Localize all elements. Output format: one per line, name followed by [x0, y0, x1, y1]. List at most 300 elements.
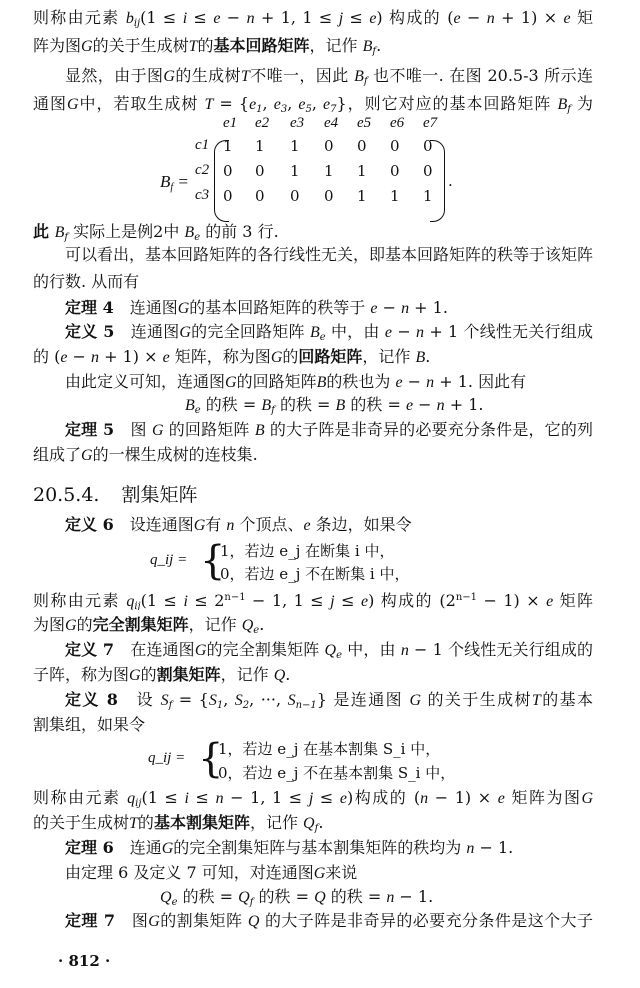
math-symbol: B — [335, 397, 346, 414]
text-run: 设连通图 — [113, 515, 194, 534]
text-line — [33, 270, 139, 294]
math-symbol: j — [330, 593, 335, 610]
section-title: 割集矩阵 — [121, 484, 198, 506]
math-symbol: G — [148, 913, 160, 930]
left-brace: { — [200, 538, 226, 584]
math-symbol: 1 — [216, 700, 224, 711]
text-run: − — [392, 322, 417, 341]
math-symbol: f — [64, 232, 69, 243]
math-symbol: Q — [314, 889, 326, 906]
text-run: ，记作 — [188, 615, 242, 634]
section-number: 20.5.4. — [33, 484, 100, 506]
math-symbol: e — [194, 232, 201, 243]
text-run: (1 ≤ — [140, 591, 184, 610]
text-run: − — [220, 8, 247, 27]
math-symbol: Q — [238, 889, 250, 906]
column-label: e5 — [357, 115, 372, 131]
text-run: ≤ 2 — [187, 591, 225, 610]
math-symbol: e — [395, 374, 403, 391]
text-run: 中，若取生成树 — [78, 94, 205, 113]
text-run: )构成的 ( — [346, 788, 421, 807]
math-symbol: B — [354, 68, 364, 85]
math-symbol: G — [409, 692, 422, 709]
text-run: 也不唯一. 在图 20.5-3 所示连 — [367, 66, 593, 85]
text-run: 由此定义可知，连通图 — [65, 372, 226, 391]
math-symbol: Q — [247, 913, 260, 930]
math-symbol: e — [171, 897, 178, 908]
text-run: ) 构成的 ( — [376, 8, 454, 27]
bold-term: 基本割集矩阵 — [153, 813, 250, 832]
text-run: 连通图 — [113, 298, 178, 317]
text-line — [33, 663, 290, 687]
text-run: + 1. 因此有 — [434, 372, 527, 391]
math-symbol: G — [225, 374, 237, 391]
math-symbol: G — [163, 68, 175, 85]
bold-term: 此 — [33, 222, 55, 241]
text-run: 的割集矩阵 — [159, 911, 248, 930]
text-run: 的完全割集矩阵与基本割集矩阵的秩均为 — [173, 838, 467, 857]
matrix-cell: 1 — [290, 137, 300, 155]
math-symbol: B — [54, 224, 65, 241]
text-line — [65, 688, 593, 712]
text-run: 的一棵生成树的连枝集. — [92, 445, 258, 464]
text-run: ，记作 — [220, 665, 274, 684]
math-symbol: f — [372, 46, 377, 57]
bold-term: 定理 7 — [65, 911, 115, 930]
text-run: 来说 — [325, 863, 358, 882]
math-symbol: n — [400, 642, 409, 659]
math-symbol: B — [184, 224, 195, 241]
math-symbol: e — [303, 517, 311, 534]
math-symbol: n−1 — [224, 592, 246, 603]
text-line — [33, 713, 145, 737]
text-line — [65, 861, 357, 885]
math-symbol: ij — [134, 601, 141, 610]
text-run: + 1. — [409, 298, 448, 317]
column-label: e7 — [423, 115, 438, 131]
bold-term: 完全割集矩阵 — [92, 615, 189, 634]
bold-term: 定义 6 — [65, 515, 114, 534]
text-run: . — [376, 36, 382, 55]
text-run: − 1, 1 ≤ — [245, 591, 331, 610]
math-symbol: q — [126, 593, 135, 610]
text-line — [33, 6, 593, 30]
text-run: 割集组，如果令 — [33, 715, 146, 734]
text-run: − 1. — [394, 887, 434, 906]
text-run: − — [413, 395, 437, 414]
matrix-cell: 0 — [357, 137, 367, 155]
text-run: − 1. — [474, 838, 514, 857]
math-symbol: f — [314, 823, 319, 834]
text-run: 的完全割集矩阵 — [206, 640, 325, 659]
text-line — [65, 638, 593, 662]
text-run: + 1, 1 ≤ — [254, 8, 339, 27]
math-symbol: B — [362, 38, 373, 55]
matrix-cell: 0 — [290, 187, 300, 205]
text-run: 的行数. 从而有 — [33, 272, 140, 291]
text-run: 的 — [137, 813, 154, 832]
text-run: . — [259, 615, 265, 634]
text-line — [185, 393, 484, 417]
text-run: 的秩 = — [177, 887, 239, 906]
math-symbol: n−1 — [295, 700, 317, 711]
text-run: − — [460, 8, 487, 27]
math-symbol: 1 — [256, 104, 263, 115]
text-run: 组成了 — [33, 445, 82, 464]
text-run: 的回路矩阵 — [163, 420, 255, 439]
text-run: , — [287, 94, 299, 113]
text-run: 实际上是例2中 — [68, 222, 185, 241]
text-run: 阵为图 — [33, 36, 82, 55]
text-run: 的 — [76, 615, 93, 634]
text-run: 矩阵 — [553, 591, 593, 610]
math-symbol: B — [415, 349, 426, 366]
text-run: 有 — [205, 515, 227, 534]
math-symbol: e — [405, 397, 414, 414]
math-symbol: n — [420, 790, 429, 807]
math-symbol: f — [363, 76, 368, 87]
text-run: . — [285, 665, 291, 684]
text-run: 的大子阵是非奇异的必要充分条件是这个大子 — [259, 911, 593, 930]
text-run: 子阵，称为图 — [33, 665, 130, 684]
math-symbol: n — [416, 324, 425, 341]
text-run: 的关于生成树 — [421, 690, 532, 709]
text-line — [65, 296, 448, 320]
math-symbol: e — [60, 349, 68, 366]
math-symbol: f — [271, 405, 275, 416]
text-line — [65, 513, 412, 537]
math-symbol: n — [91, 349, 100, 366]
text-run: 的大子阵是非奇异的必要充分条件是，它的列 — [264, 420, 593, 439]
math-symbol: e — [162, 349, 170, 366]
math-symbol: G — [81, 447, 93, 464]
text-line — [33, 34, 381, 58]
math-symbol: Q — [324, 642, 337, 659]
bold-term: 定义 7 — [65, 640, 115, 659]
math-symbol: B — [254, 422, 265, 439]
text-run: − 1 个线性无关行组成的 — [408, 640, 593, 659]
math-symbol: i — [183, 593, 188, 610]
math-symbol: f — [249, 897, 254, 908]
text-run: 的 ( — [33, 347, 61, 366]
math-symbol: G — [313, 865, 326, 882]
math-symbol: i — [184, 790, 189, 807]
matrix-cell: 1 — [423, 187, 433, 205]
text-run: − 1) × — [428, 788, 498, 807]
matrix-cell: 0 — [423, 137, 433, 155]
text-run: }，则它对应的基本回路矩阵 — [336, 94, 558, 113]
text-run: 的秩 = — [200, 395, 262, 414]
text-run: 的关于生成树 — [33, 813, 130, 832]
text-run: 由定理 6 及定义 7 可知，对连通图 — [65, 863, 314, 882]
math-symbol: e — [322, 96, 331, 113]
text-run: 的关于生成树 — [92, 36, 189, 55]
section-heading — [33, 480, 220, 507]
math-symbol: e — [453, 10, 461, 27]
bold-term: 定义 5 — [65, 322, 115, 341]
math-symbol: j — [338, 10, 344, 27]
text-line — [65, 418, 593, 442]
matrix-cell: 1 — [357, 187, 367, 205]
math-symbol: e — [336, 650, 343, 661]
text-run: − — [67, 347, 92, 366]
text-run: ) 构成的 (2 — [368, 591, 456, 610]
math-symbol: e — [249, 96, 257, 113]
matrix-cell: 0 — [324, 187, 334, 205]
math-symbol: n — [246, 10, 255, 27]
math-symbol: e — [369, 10, 377, 27]
math-symbol: ij — [135, 798, 142, 809]
math-symbol: B — [185, 397, 195, 414]
text-run: , — [311, 94, 323, 113]
text-run: 的完全回路矩阵 — [190, 322, 310, 341]
text-line — [33, 345, 430, 369]
text-run: − 1) × — [477, 591, 547, 610]
math-symbol: n — [401, 300, 410, 317]
bold-term: 割集矩阵 — [156, 665, 221, 684]
text-run: 个顶点、 — [234, 515, 304, 534]
text-run: 在连通图 — [114, 640, 195, 659]
cases-lhs: q_ij = — [150, 552, 188, 568]
text-run: . — [318, 813, 324, 832]
text-run: 矩阵，称为图 — [169, 347, 271, 366]
text-line — [65, 243, 593, 267]
matrix-cell: 0 — [423, 162, 433, 180]
math-symbol: e — [384, 324, 393, 341]
text-run: (1 ≤ — [141, 788, 185, 807]
math-symbol: f — [168, 700, 173, 711]
math-symbol: S — [287, 692, 296, 709]
math-symbol: G — [81, 38, 93, 55]
math-symbol: n — [215, 790, 224, 807]
math-symbol: B — [309, 324, 320, 341]
math-symbol: G — [179, 324, 191, 341]
matrix-cell: 0 — [255, 187, 265, 205]
math-symbol: T — [129, 815, 138, 832]
text-run: ≤ — [334, 591, 361, 610]
text-run: 的 — [282, 347, 299, 366]
matrix-cell: 0 — [324, 137, 334, 155]
text-run: 的前 3 行. — [200, 222, 279, 241]
bold-term: 定义 8 — [65, 690, 118, 709]
math-symbol: n — [436, 397, 445, 414]
text-run: 的秩也为 — [326, 372, 396, 391]
text-line — [65, 64, 593, 88]
math-symbol: T — [531, 692, 541, 709]
text-run: 为 — [570, 94, 593, 113]
case-in-cutset: 1，若边 e_j 在断集 i 中， — [220, 542, 395, 560]
text-run: 的基本 — [540, 690, 593, 709]
math-symbol: e — [497, 790, 505, 807]
text-run: 矩 — [570, 8, 593, 27]
math-symbol: i — [182, 10, 188, 27]
math-symbol: n — [226, 517, 235, 534]
column-label: e1 — [223, 115, 238, 131]
column-label: e6 — [390, 115, 405, 131]
math-symbol: G — [151, 422, 164, 439]
math-symbol: Q — [160, 889, 172, 906]
matrix-cell: 1 — [357, 162, 367, 180]
math-symbol: S — [208, 692, 217, 709]
bold-term: 定理 5 — [65, 420, 115, 439]
math-symbol: 5 — [305, 104, 312, 115]
text-line — [160, 885, 433, 909]
matrix-lhs: $B_f$ = — [160, 172, 189, 193]
bold-term: 回路矩阵 — [298, 347, 363, 366]
text-run: 的基本回路矩阵的秩等于 — [189, 298, 371, 317]
math-symbol: e — [298, 96, 306, 113]
text-run: , — [262, 94, 274, 113]
math-symbol: e — [563, 10, 571, 27]
text-line — [33, 220, 279, 244]
text-run: 图 — [114, 911, 149, 930]
matrix-cell: 0 — [255, 162, 265, 180]
text-run: ，记作 — [362, 347, 416, 366]
text-run: + 1 个线性无关行组成 — [424, 322, 593, 341]
math-symbol: j — [308, 790, 314, 807]
math-symbol: T — [188, 38, 198, 55]
text-run: 设 — [117, 690, 161, 709]
text-run: } 是连通图 — [316, 690, 410, 709]
matrix-cell: 0 — [223, 187, 233, 205]
text-run: 的秩 = — [325, 887, 387, 906]
math-symbol: G — [581, 790, 593, 807]
text-run: + 1) × — [494, 8, 564, 27]
text-run: 矩阵为图 — [504, 788, 582, 807]
text-line — [65, 320, 593, 344]
text-run: 条边，如果令 — [310, 515, 412, 534]
text-line — [65, 836, 513, 860]
column-label: e4 — [324, 115, 339, 131]
text-line — [33, 586, 593, 610]
text-run: ≤ — [313, 788, 340, 807]
text-run: − — [377, 298, 402, 317]
text-run: 的 — [140, 665, 157, 684]
text-line — [33, 613, 264, 637]
text-run: . — [425, 347, 431, 366]
text-run: , ···, — [249, 690, 288, 709]
matrix-cell: 0 — [390, 162, 400, 180]
text-run: 中，由 — [342, 640, 401, 659]
text-run: 的秩 = — [253, 887, 315, 906]
text-run: 图 — [114, 420, 152, 439]
math-symbol: Q — [273, 667, 286, 684]
text-line — [33, 443, 258, 467]
math-symbol: S — [160, 692, 169, 709]
text-run: ≤ — [188, 788, 216, 807]
text-run: 的生成树 — [174, 66, 241, 85]
text-run: , — [223, 690, 235, 709]
case-not-in-fundamental-cutset: 0，若边 e_j 不在基本割集 S_i 中， — [218, 764, 456, 782]
text-run: 的秩 = — [345, 395, 406, 414]
text-run: 为图 — [33, 615, 66, 634]
math-symbol: S — [234, 692, 243, 709]
left-brace: { — [198, 736, 224, 782]
text-run: 的秩 = — [274, 395, 336, 414]
text-run: 显然，由于图 — [65, 66, 164, 85]
page-number: · 812 · — [58, 952, 111, 970]
text-run: (1 ≤ — [140, 8, 183, 27]
math-symbol: T — [240, 68, 250, 85]
math-symbol: e — [194, 405, 201, 416]
math-symbol: G — [66, 96, 79, 113]
math-symbol: e — [360, 593, 369, 610]
text-run: ，记作 — [309, 36, 363, 55]
math-symbol: n — [486, 10, 495, 27]
text-run: 则称由元素 — [33, 591, 127, 610]
text-run: + 1) × — [99, 347, 163, 366]
math-symbol: f — [567, 104, 571, 115]
text-run: − 1, 1 ≤ — [223, 788, 309, 807]
math-symbol: B — [316, 374, 327, 391]
math-symbol: e — [213, 10, 221, 27]
math-symbol: 2 — [242, 700, 250, 711]
matrix-cell: 1 — [390, 187, 400, 205]
text-run: 则称由元素 — [33, 788, 128, 807]
text-run: 的 — [197, 36, 214, 55]
text-run: 的回路矩阵 — [236, 372, 317, 391]
text-run: 连通 — [113, 838, 162, 857]
text-run: − — [402, 372, 427, 391]
bold-term: 定理 6 — [65, 838, 114, 857]
math-symbol: n−1 — [455, 592, 477, 603]
text-run: ≤ — [343, 8, 370, 27]
text-line — [65, 370, 526, 394]
text-line — [33, 786, 593, 810]
math-symbol: n — [466, 840, 475, 857]
text-run: 通图 — [33, 94, 67, 113]
bold-term: 基本回路矩阵 — [213, 36, 310, 55]
math-symbol: B — [261, 397, 272, 414]
matrix-cell: 1 — [324, 162, 334, 180]
text-run: = { — [213, 94, 250, 113]
cases-lhs: q_ij = — [148, 750, 186, 766]
math-symbol: G — [194, 642, 207, 659]
math-symbol: e — [253, 625, 260, 636]
math-symbol: e — [546, 593, 554, 610]
math-symbol: e — [319, 332, 326, 343]
text-line — [65, 909, 593, 933]
text-run: 可以看出，基本回路矩阵的各行线性无关，即基本回路矩阵的秩等于该矩阵 — [65, 245, 593, 264]
matrix-lhs-subscript: f — [170, 182, 174, 193]
math-symbol: b — [125, 10, 134, 27]
case-not-in-cutset: 0，若边 e_j 不在断集 i 中， — [220, 565, 410, 583]
text-line — [33, 811, 323, 835]
matrix-cell: 1 — [255, 137, 265, 155]
text-run: + 1. — [444, 395, 484, 414]
matrix-period: . — [448, 172, 453, 190]
row-label: c2 — [195, 162, 210, 178]
case-in-fundamental-cutset: 1，若边 e_j 在基本割集 S_i 中， — [218, 740, 441, 758]
matrix-cell: 0 — [390, 137, 400, 155]
row-label: c3 — [195, 187, 210, 203]
math-symbol: e — [370, 300, 378, 317]
math-symbol: e — [339, 790, 347, 807]
math-symbol: Q — [241, 617, 254, 634]
math-symbol: q — [127, 790, 136, 807]
text-run: ≤ — [187, 8, 214, 27]
math-symbol: e — [273, 96, 281, 113]
text-run: 则称由元素 — [33, 8, 126, 27]
text-run: 中，由 — [325, 322, 385, 341]
math-symbol: G — [177, 300, 190, 317]
math-symbol: G — [129, 667, 141, 684]
math-symbol: G — [270, 349, 283, 366]
math-symbol: 7 — [330, 104, 337, 115]
math-symbol: G — [161, 840, 174, 857]
text-run: 不唯一，因此 — [249, 66, 355, 85]
bold-term: 定理 4 — [65, 298, 114, 317]
